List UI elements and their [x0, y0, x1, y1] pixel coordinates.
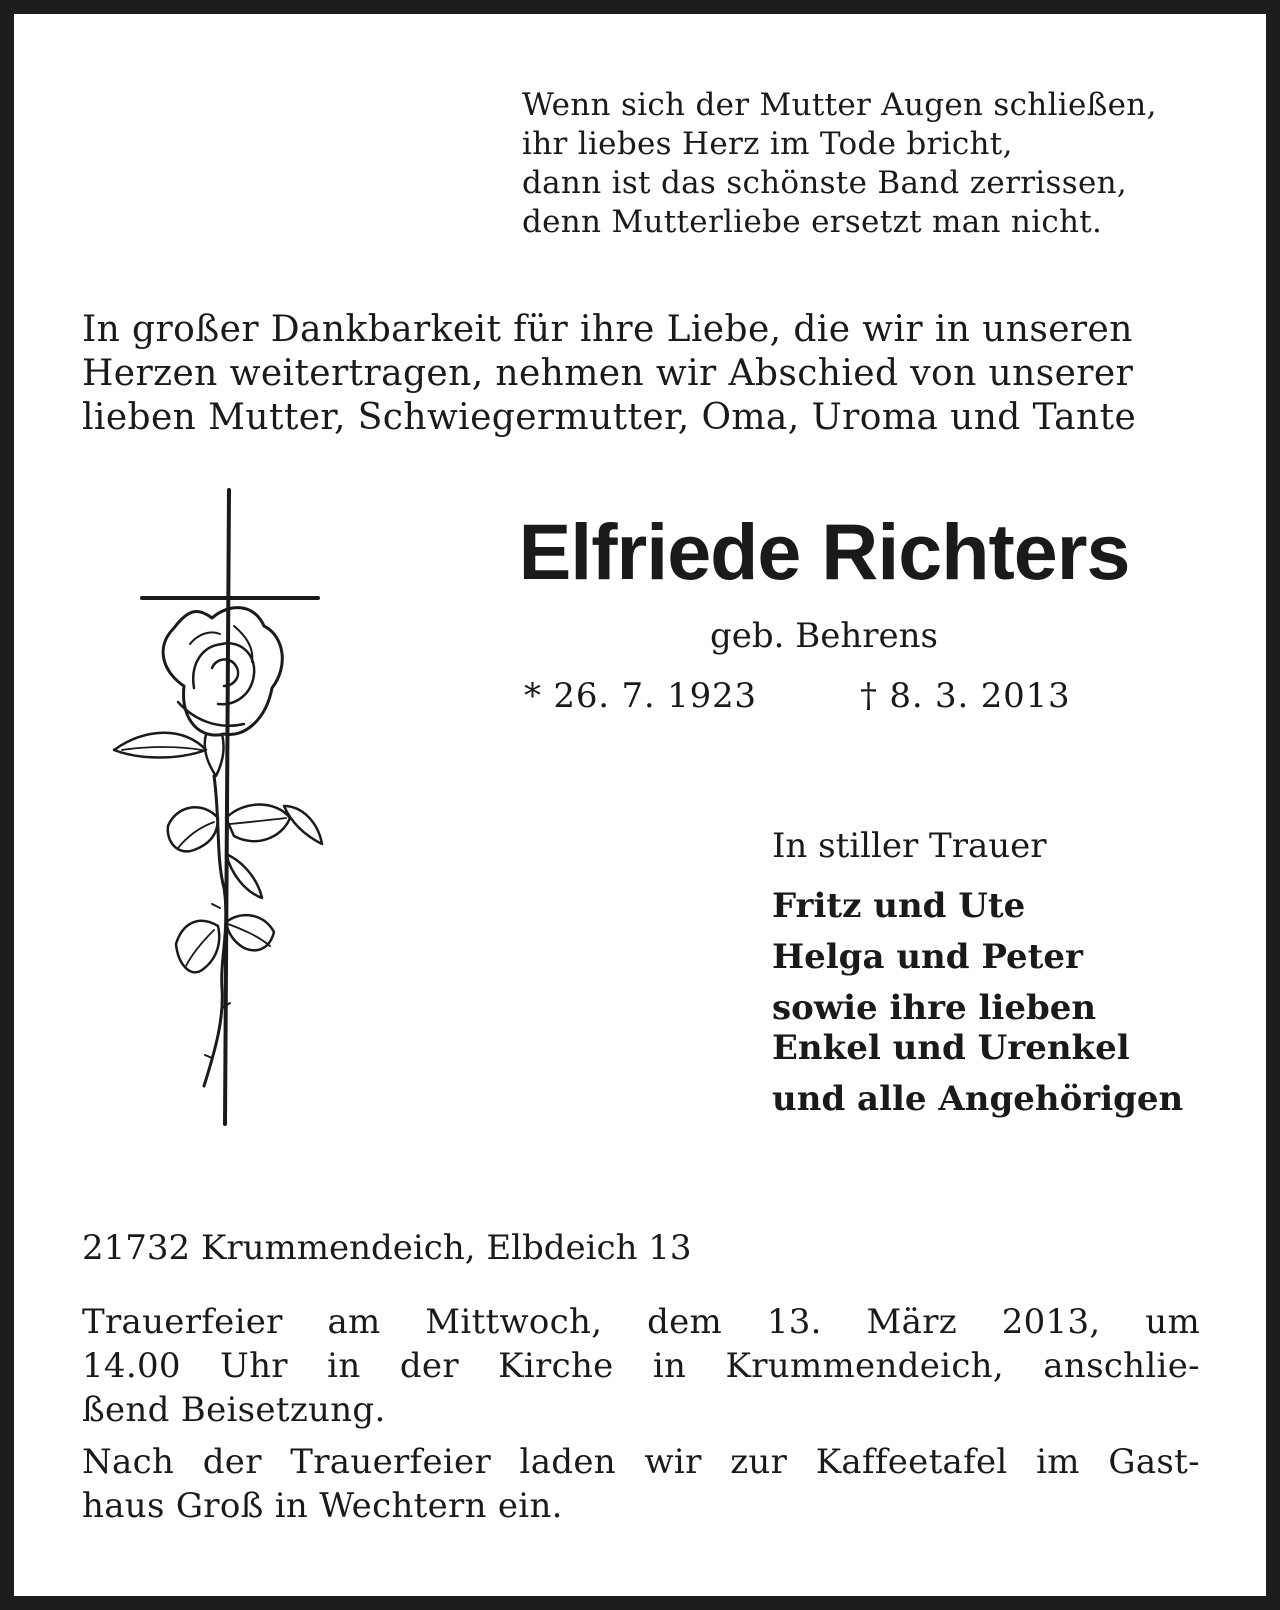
- poem-line: ihr liebes Herz im Tode bricht,: [522, 126, 1013, 162]
- mourner-line: und alle Angehörigen: [772, 1079, 1184, 1119]
- word: 14.00: [82, 1346, 181, 1386]
- birth-date: * 26. 7. 1923: [524, 676, 757, 716]
- funeral-line: [82, 1344, 1200, 1388]
- word: Gast-: [1108, 1442, 1200, 1482]
- word: laden: [519, 1442, 616, 1482]
- funeral-line: ßend Beisetzung.: [82, 1390, 386, 1430]
- word: Kaffeetafel: [815, 1442, 1008, 1482]
- maiden-name: geb. Behrens: [710, 616, 938, 656]
- memorial-poem: [522, 86, 1242, 242]
- word: Uhr: [220, 1346, 288, 1386]
- intro-line: In großer Dankbarkeit für ihre Liebe, die wir in unseren: [82, 309, 1133, 350]
- coffee-invitation: [82, 1440, 1200, 1528]
- poem-line: Wenn sich der Mutter Augen schließen,: [522, 87, 1157, 123]
- farewell-intro: [82, 308, 1202, 440]
- funeral-line: [82, 1300, 1200, 1344]
- word: dem: [647, 1302, 723, 1342]
- word: März: [866, 1302, 957, 1342]
- word: im: [1036, 1442, 1080, 1482]
- family-address: 21732 Krummendeich, Elbdeich 13: [82, 1228, 692, 1268]
- mourners-block: [772, 824, 1232, 1119]
- mourner-line: Helga und Peter: [772, 937, 1083, 977]
- word: am: [327, 1302, 381, 1342]
- poem-line: denn Mutterliebe ersetzt man nicht.: [522, 204, 1103, 240]
- word: Krummendeich,: [725, 1346, 1004, 1386]
- word: in: [652, 1346, 687, 1386]
- mourning-heading: In stiller Trauer: [772, 826, 1047, 866]
- word: Kirche: [498, 1346, 614, 1386]
- funeral-details: [82, 1300, 1200, 1432]
- intro-line: Herzen weitertragen, nehmen wir Abschied von unserer: [82, 353, 1134, 394]
- word: wir: [644, 1442, 702, 1482]
- word: 13.: [766, 1302, 822, 1342]
- intro-line: lieben Mutter, Schwiegermutter, Oma, Uroma und Tante: [82, 397, 1137, 438]
- mourner-line: Enkel und Urenkel: [772, 1028, 1130, 1068]
- word: anschlie-: [1043, 1346, 1200, 1386]
- word: um: [1145, 1302, 1200, 1342]
- coffee-line: haus Groß in Wechtern ein.: [82, 1486, 563, 1526]
- coffee-line: [82, 1440, 1200, 1484]
- word: Trauerfeier: [82, 1302, 283, 1342]
- word: Nach: [82, 1442, 175, 1482]
- word: Trauerfeier: [290, 1442, 492, 1482]
- word: 2013,: [1001, 1302, 1101, 1342]
- word: der: [399, 1346, 459, 1386]
- poem-line: dann ist das schönste Band zerrissen,: [522, 165, 1128, 201]
- mourner-line: sowie ihre lieben: [772, 988, 1097, 1028]
- deceased-name: Elfriede Richters: [518, 507, 1130, 596]
- word: Mittwoch,: [425, 1302, 603, 1342]
- mourner-line: Fritz und Ute: [772, 886, 1026, 926]
- death-date: † 8. 3. 2013: [860, 676, 1071, 716]
- word: zur: [730, 1442, 788, 1482]
- cross-with-rose-icon: [94, 488, 344, 1128]
- word: in: [327, 1346, 361, 1386]
- word: der: [202, 1442, 262, 1482]
